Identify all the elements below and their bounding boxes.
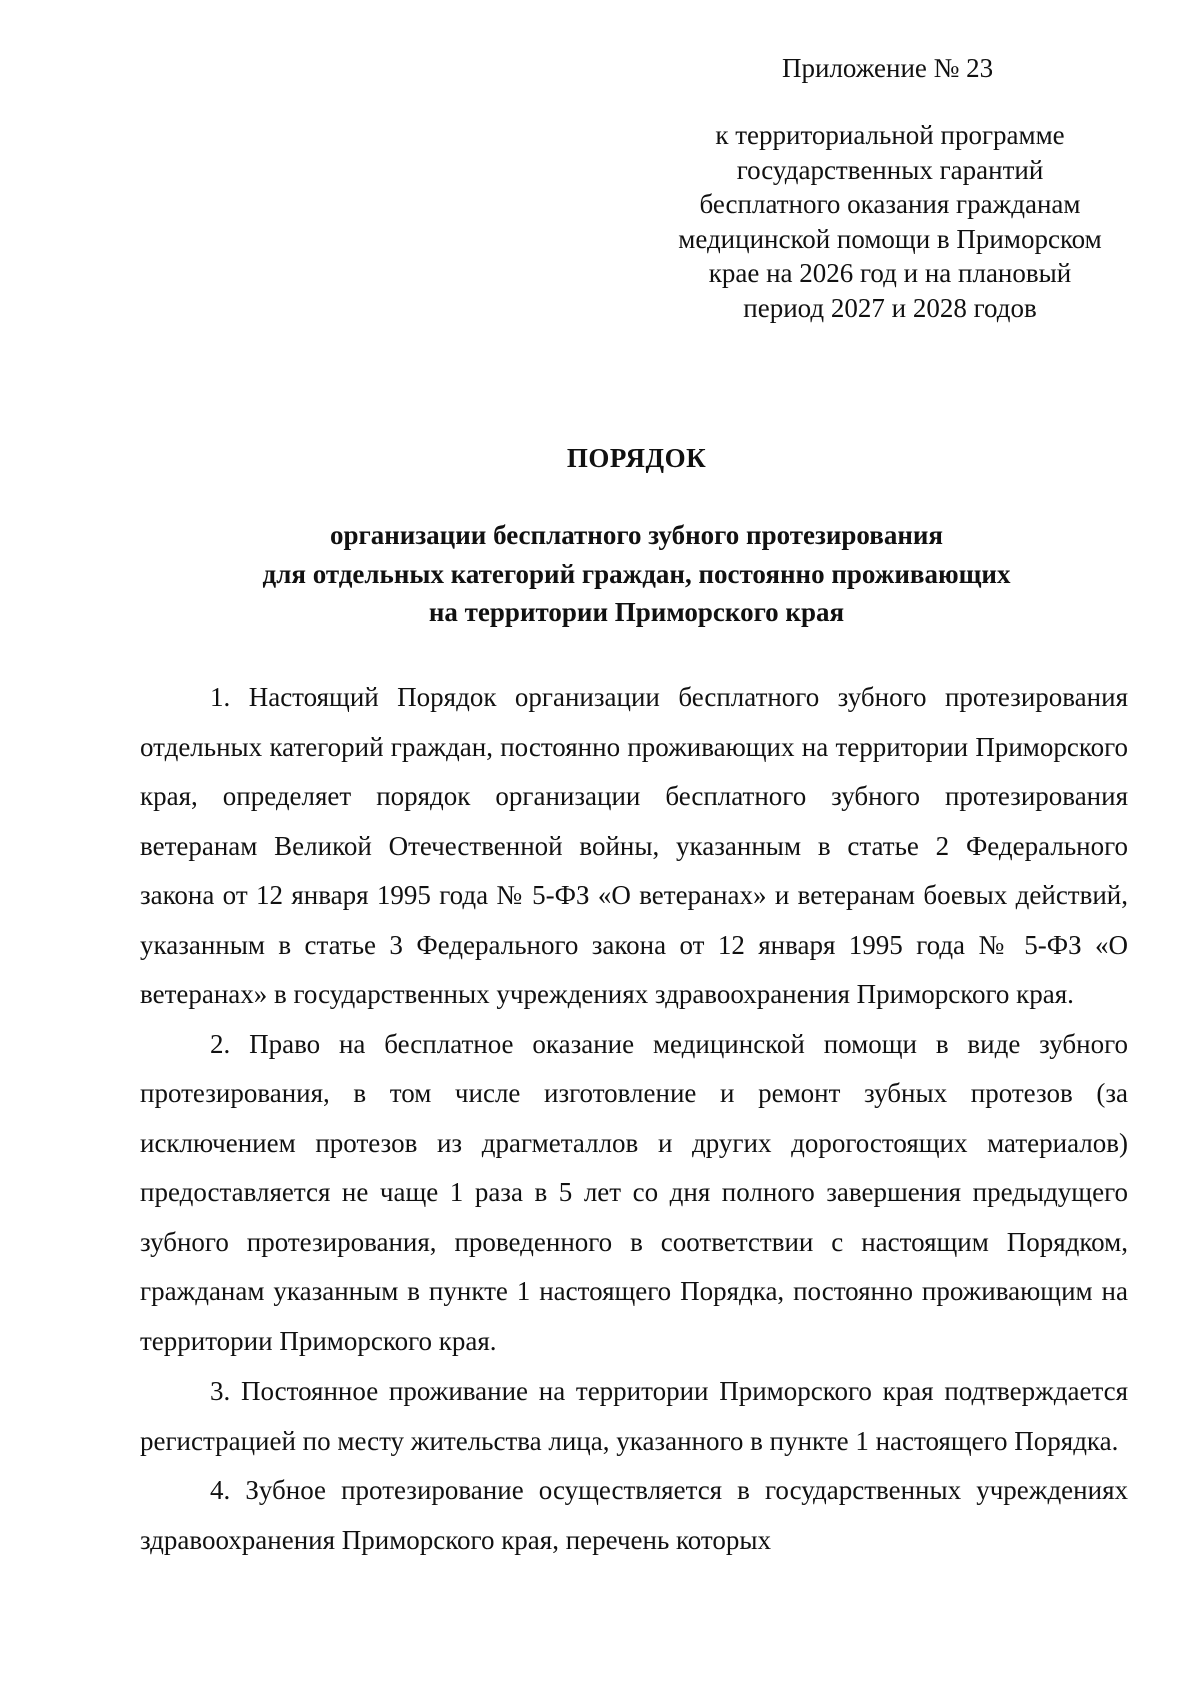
appendix-reference-line: медицинской помощи в Приморском	[678, 223, 1102, 254]
document-subtitle-line: для отдельных категорий граждан, постоянно проживающих	[262, 558, 1011, 589]
paragraph-2: 2. Право на бесплатное оказание медицинской помощи в виде зубного протезирования, в том числе изготовление и ремонт зубных протезов (за исключением протезов из драгметаллов и других дорогостоящих материалов) предоставляется не чаще 1 раза в 5 лет со дня полного завершения предыдущего зубного протезирования, проведенного в соответствии с настоящим Порядком, гражданам указанным в пункте 1 настоящего Порядка, постоянно проживающим на территории Приморского края.	[140, 1028, 1128, 1356]
document-body	[140, 673, 1128, 1565]
appendix-reference-line: бесплатного оказания гражданам	[699, 189, 1081, 219]
appendix-reference-line: крае на 2026 год и на плановый	[708, 258, 1072, 288]
appendix-reference	[650, 118, 1130, 325]
paragraph-3: 3. Постоянное проживание на территории Приморского края подтверждается регистрацией по месту жительства лица, указанного в пункте 1 настоящего Порядка.	[140, 1376, 1128, 1456]
document-title: ПОРЯДОК	[566, 443, 707, 473]
appendix-number: Приложение № 23	[782, 53, 994, 83]
appendix-reference-line: к территориальной программе	[715, 120, 1065, 150]
document-subtitle-line: организации бесплатного зубного протезирования	[329, 520, 944, 550]
paragraph-4: 4. Зубное протезирование осуществляется в государственных учреждениях здравоохранения Приморского края, перечень которых	[140, 1475, 1128, 1555]
document-subtitle	[0, 516, 1200, 632]
document-subtitle-line: на территории Приморского края	[428, 597, 845, 627]
appendix-reference-line: государственных гарантий	[736, 154, 1044, 185]
paragraph-1: 1. Настоящий Порядок организации бесплатного зубного протезирования отдельных категорий граждан, постоянно проживающих на территории Приморского края, определяет порядок организации бесплатного зубного протезирования ветеранам Великой Отечественной войны, указанным в статье 2 Федерального закона от 12 января 1995 года № 5-ФЗ «О ветеранах» и ветеранам боевых действий, указанным в статье 3 Федерального закона от 12 января 1995 года № 5-ФЗ «О ветеранах» в государственных учреждениях здравоохранения Приморского края.	[140, 682, 1128, 1009]
appendix-reference-line: период 2027 и 2028 годов	[743, 292, 1037, 323]
